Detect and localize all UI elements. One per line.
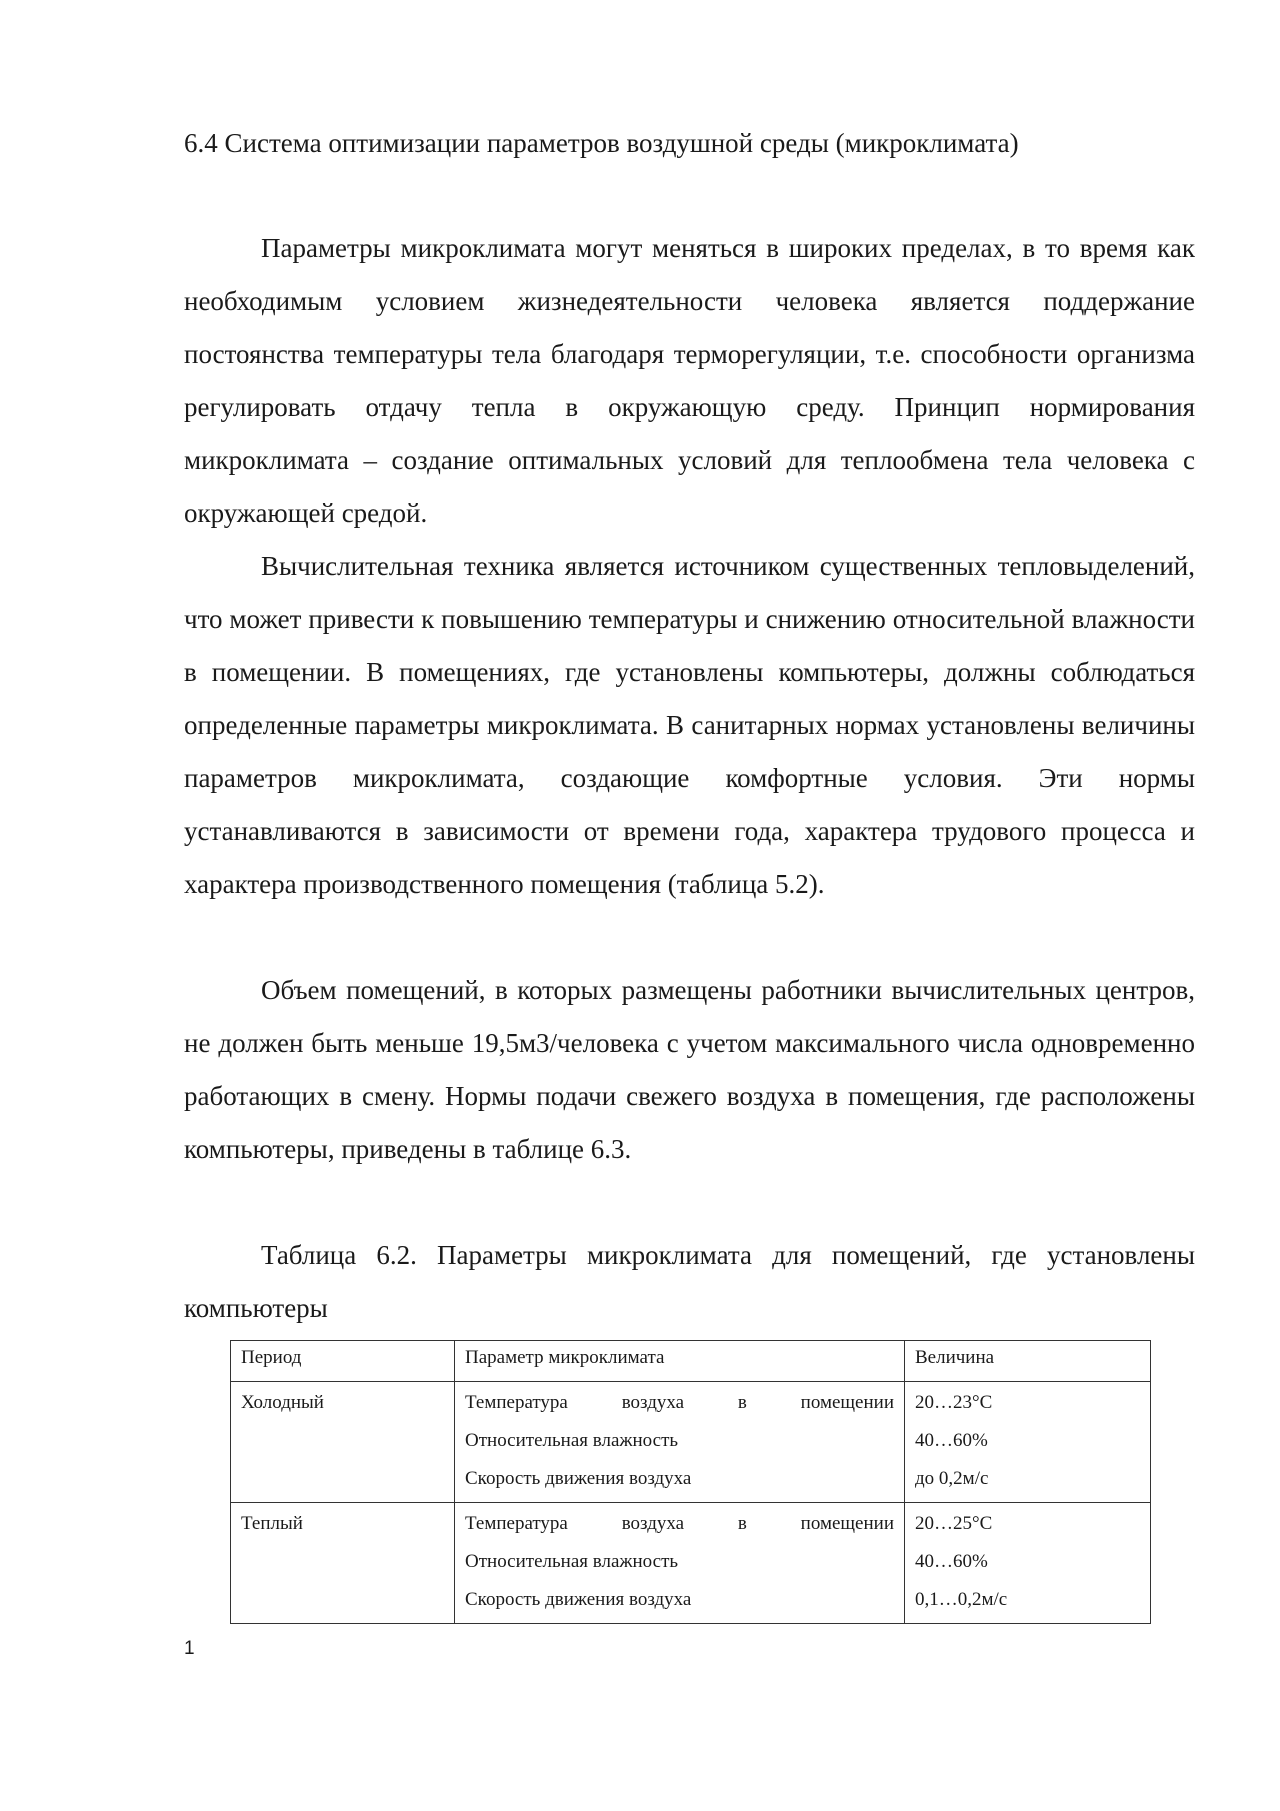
value-air-speed: 0,1…0,2м/с bbox=[915, 1589, 1008, 1610]
word: Температура bbox=[465, 1513, 568, 1534]
microclimate-table bbox=[230, 1340, 1150, 1624]
param-humidity: Относительная влажность bbox=[465, 1551, 679, 1572]
paragraph-room-volume: Объем помещений, в которых размещены работники вычислительных центров, не должен быть меньше 19,5м3/человека с учетом максимального числа одновременно работающих в смену. Нормы подачи свежего воздуха в помещения, где расположены компьютеры, приведены в таблице 6.3. bbox=[184, 975, 1195, 1164]
word: помещении bbox=[800, 1513, 894, 1534]
word: в bbox=[737, 1513, 747, 1534]
paragraph-microclimate-parameters: Параметры микроклимата могут меняться в широких пределах, в то время как необходимым условием жизнедеятельности человека является поддержание постоянства температуры тела благодаря терморегуляции, т.е. способности организма регулировать отдачу тепла в окружающую среду. Принцип нормирования микроклимата – создание оптимальных условий для теплообмена тела человека с окружающей средой. bbox=[184, 233, 1195, 528]
param-temperature bbox=[465, 1505, 894, 1543]
parameter-cell bbox=[455, 1382, 905, 1503]
word: помещении bbox=[800, 1392, 894, 1413]
period-cell bbox=[231, 1382, 455, 1503]
value-temperature: 20…25°С bbox=[915, 1513, 993, 1534]
word: воздуха bbox=[621, 1392, 685, 1413]
paragraph-computing-heat: Вычислительная техника является источником существенных тепловыделений, что может привести к повышению температуры и снижению относительной влажности в помещении. В помещениях, где установлены компьютеры, должны соблюдаться определенные параметры микроклимата. В санитарных нормах установлены величины параметров микроклимата, создающие комфортные условия. Эти нормы устанавливаются в зависимости от времени года, характера трудового процесса и характера производственного помещения (таблица 5.2). bbox=[184, 551, 1195, 899]
section-heading: 6.4 Система оптимизации параметров воздушной среды (микроклимата) bbox=[184, 128, 1019, 158]
value-cell bbox=[905, 1503, 1151, 1624]
table-row bbox=[231, 1382, 1151, 1503]
page-number: 1 bbox=[184, 1638, 195, 1659]
value-cell bbox=[905, 1382, 1151, 1503]
period-cell bbox=[231, 1503, 455, 1624]
table-header-row bbox=[231, 1341, 1151, 1382]
value-temperature: 20…23°С bbox=[915, 1392, 993, 1413]
header-value: Величина bbox=[905, 1341, 1151, 1382]
value-humidity: 40…60% bbox=[915, 1551, 988, 1572]
table-caption: Таблица 6.2. Параметры микроклимата для помещений, где установлены компьютеры bbox=[184, 1240, 1195, 1323]
header-period: Период bbox=[231, 1341, 455, 1382]
table-row bbox=[231, 1503, 1151, 1624]
header-parameter: Параметр микроклимата bbox=[455, 1341, 905, 1382]
param-air-speed: Скорость движения воздуха bbox=[465, 1468, 692, 1489]
word: в bbox=[737, 1392, 747, 1413]
period-label: Холодный bbox=[241, 1392, 324, 1413]
value-air-speed: до 0,2м/с bbox=[915, 1468, 989, 1489]
param-humidity: Относительная влажность bbox=[465, 1430, 679, 1451]
word: Температура bbox=[465, 1392, 568, 1413]
period-label: Теплый bbox=[241, 1513, 303, 1534]
parameter-cell bbox=[455, 1503, 905, 1624]
param-air-speed: Скорость движения воздуха bbox=[465, 1589, 692, 1610]
param-temperature bbox=[465, 1384, 894, 1422]
word: воздуха bbox=[621, 1513, 685, 1534]
value-humidity: 40…60% bbox=[915, 1430, 988, 1451]
